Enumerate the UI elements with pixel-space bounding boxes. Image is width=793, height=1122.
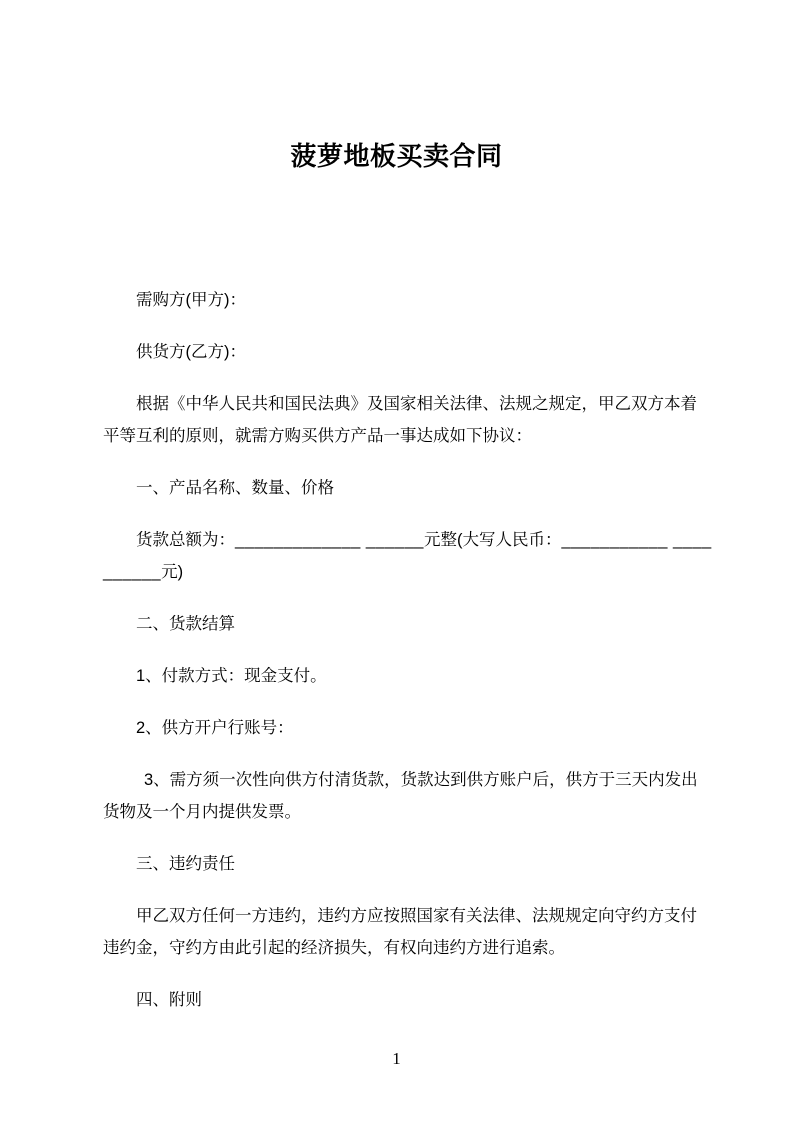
party-a-line: 需购方(甲方)： — [136, 291, 246, 309]
amount-label: 货款总额为： — [136, 531, 235, 549]
breach-liability-paragraph: 甲乙双方任何一方违约，违约方应按照国家有关法律、法规规定向守约方支付违约金，守约方由此引起的经济损失，有权向违约方进行追索。 — [103, 907, 697, 957]
amount-line-2 — [103, 556, 710, 588]
clause-payment-method: 1、付款方式：现金支付。 — [136, 667, 327, 685]
clause-payment-terms: 3、需方须一次性向供方付清货款，货款达到供方账户后，供方于三天内发出货物及一个月内提供发票。 — [103, 771, 698, 821]
section-2-heading: 二、货款结算 — [136, 615, 235, 633]
clause-bank-account: 2、供方开户行账号： — [136, 719, 294, 737]
section-1-heading: 一、产品名称、数量、价格 — [136, 479, 334, 497]
amount-words-suffix: 元) — [161, 563, 184, 581]
amount-blank-words-continued: ______ — [103, 563, 162, 581]
section-4-heading: 四、附则 — [136, 991, 202, 1009]
preamble-paragraph: 根据《中华人民共和国民法典》及国家相关法律、法规之规定，甲乙双方本着平等互利的原则，就需方购买供方产品一事达成如下协议： — [103, 395, 697, 445]
amount-blank-numeric: _____________ ______ — [235, 531, 424, 549]
page-number: 1 — [392, 1049, 401, 1068]
amount-unit-label: 元整(大写人民币： — [423, 531, 562, 549]
party-b-line: 供货方(乙方)： — [136, 343, 246, 361]
doc-body — [103, 284, 710, 1036]
section-3-heading: 三、违约责任 — [136, 855, 235, 873]
amount-blank-words: ___________ ____ — [561, 531, 712, 549]
amount-paragraph — [103, 524, 710, 588]
amount-line-1 — [103, 524, 710, 556]
doc-title: 菠萝地板买卖合同 — [290, 141, 503, 171]
